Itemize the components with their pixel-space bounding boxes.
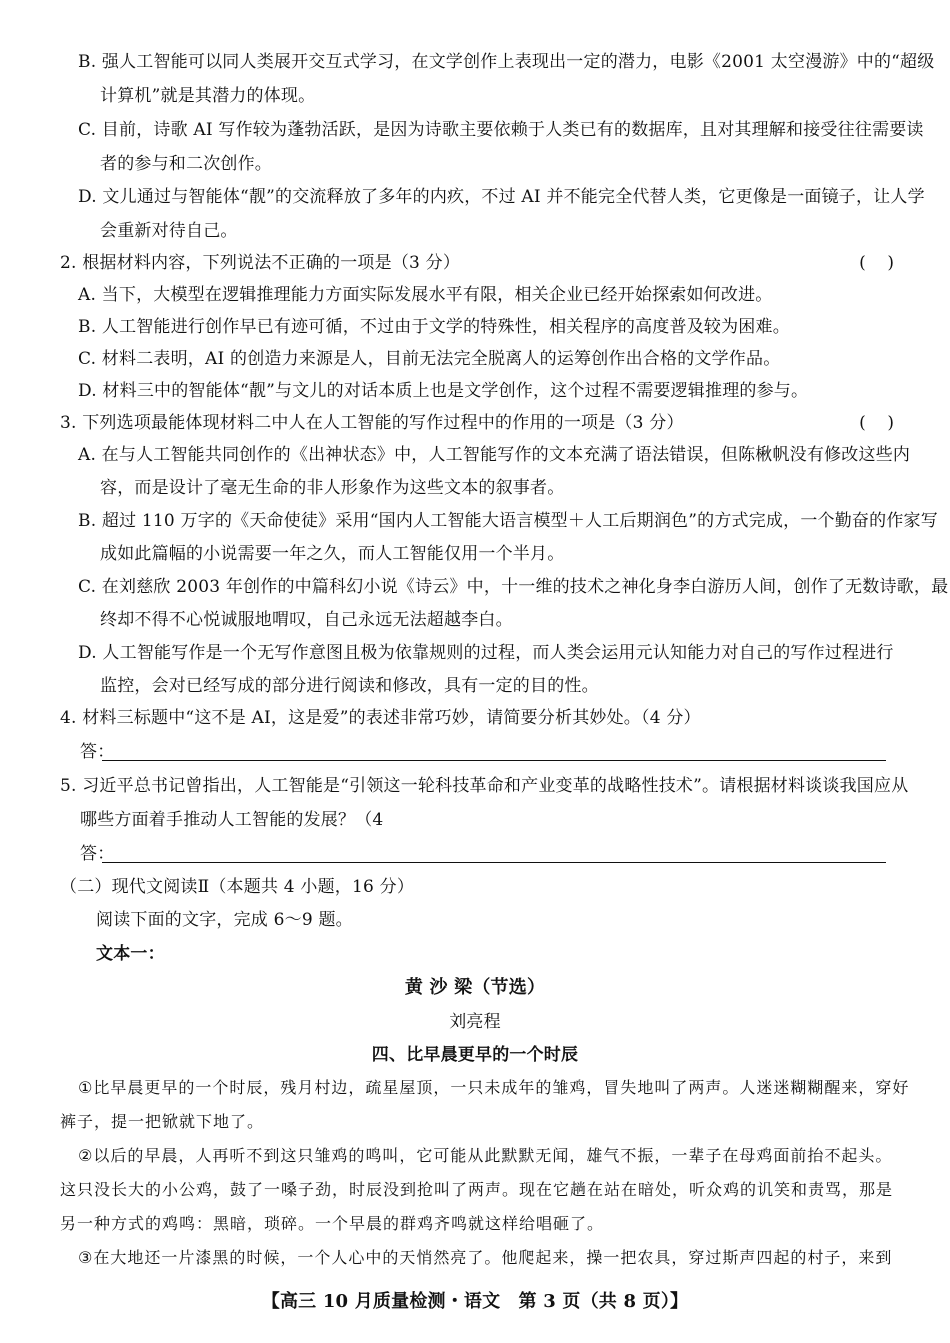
q2-option-d: D. 材料三中的智能体“靓”与文儿的对话本质上也是文学创作，这个过程不需要逻辑推理的参与。: [78, 381, 809, 401]
q2-answer-bracket[interactable]: ( ): [859, 253, 894, 273]
text-one-label: 文本一：: [96, 944, 165, 964]
q2-option-b: B. 人工智能进行创作早已有迹可循，不过由于文学的特殊性，相关程序的高度普及较为困难。: [78, 317, 790, 337]
q3-stem: 3. 下列选项最能体现材料二中人在人工智能的写作过程中的作用的一项是（3 分）: [60, 413, 684, 433]
q1-option-c-line2: 者的参与和二次创作。: [100, 154, 272, 174]
q1-option-b-line2: 计算机”就是其潜力的体现。: [100, 86, 316, 106]
section2-heading: （二）现代文阅读Ⅱ（本题共 4 小题，16 分）: [60, 877, 415, 897]
q5-answer-label: 答：: [80, 844, 115, 864]
q5-answer-line[interactable]: [102, 862, 886, 863]
q2-option-c: C. 材料二表明，AI 的创造力来源是人，目前无法完全脱离人的运筹创作出合格的文学作品。: [78, 349, 781, 369]
passage-p2-line2: 这只没长大的小公鸡，鼓了一嗓子劲，时辰没到抢叫了两声。现在它趟在站在暗处，听众鸡的讥笑和责骂，那是: [60, 1180, 894, 1199]
q3-option-d-line2: 监控，会对已经写成的部分进行阅读和修改，具有一定的目的性。: [100, 676, 599, 696]
passage-p2-line3: 另一种方式的鸡鸣：黑暗，琐碎。一个早晨的群鸡齐鸣就这样给唱砸了。: [60, 1214, 605, 1233]
section2-instruction: 阅读下面的文字，完成 6～9 题。: [96, 910, 353, 930]
q1-option-c-line1: C. 目前，诗歌 AI 写作较为蓬勃活跃，是因为诗歌主要依赖于人类已有的数据库，且对其理解和接受往往需要读: [78, 120, 924, 140]
q3-option-a-line1: A. 在与人工智能共同创作的《出神状态》中，人工智能写作的文本充满了语法错误，但陈楸帆没有修改这些内: [78, 445, 911, 465]
q2-stem: 2. 根据材料内容，下列说法不正确的一项是（3 分）: [60, 253, 461, 273]
q4-answer-label: 答：: [80, 742, 115, 762]
passage-p1-line2: 裤子，提一把锨就下地了。: [60, 1112, 265, 1131]
q1-option-d-line2: 会重新对待自己。: [100, 221, 238, 241]
q1-option-b-line1: B. 强人工智能可以同人类展开交互式学习，在文学创作上表现出一定的潜力，电影《2001 太空漫游》中的“超级: [78, 52, 935, 72]
q3-option-c-line1: C. 在刘慈欣 2003 年创作的中篇科幻小说《诗云》中，十一维的技术之神化身李白游历人间，创作了无数诗歌，最: [78, 577, 949, 597]
passage-p1-line1: ①比早晨更早的一个时辰，残月村边，疏星屋顶，一只未成年的雏鸡，冒失地叫了两声。人迷迷糊糊醒来，穿好: [78, 1078, 910, 1097]
page-footer: 【高三 10 月质量检测・语文 第 3 页（共 8 页）】: [261, 1291, 689, 1312]
q5-stem-line2: 哪些方面着手推动人工智能的发展？（4: [80, 810, 384, 830]
passage-title: 黄 沙 梁（节选）: [404, 977, 546, 998]
q3-answer-bracket[interactable]: ( ): [859, 413, 894, 433]
q3-option-d-line1: D. 人工智能写作是一个无写作意图且极为依靠规则的过程，而人类会运用元认知能力对自己的写作过程进行: [78, 643, 894, 663]
q3-option-c-line2: 终却不得不心悦诚服地喟叹，自己永远无法超越李白。: [100, 610, 513, 630]
passage-author: 刘亮程: [449, 1012, 501, 1032]
q5-stem-line1: 5. 习近平总书记曾指出，人工智能是“引领这一轮科技革命和产业变革的战略性技术”。请根据材料谈谈我国应从: [60, 776, 909, 796]
q2-option-a: A. 当下，大模型在逻辑推理能力方面实际发展水平有限，相关企业已经开始探索如何改进。: [78, 285, 773, 305]
q3-option-a-line2: 容，而是设计了毫无生命的非人形象作为这些文本的叙事者。: [100, 478, 565, 498]
passage-p3-line1: ③在大地还一片漆黑的时候，一个人心中的天悄然亮了。他爬起来，操一把农具，穿过斯声四起的村子，来到: [78, 1248, 893, 1267]
q3-option-b-line2: 成如此篇幅的小说需要一年之久，而人工智能仅用一个半月。: [100, 544, 565, 564]
q4-answer-line[interactable]: [102, 760, 886, 761]
q1-option-d-line1: D. 文儿通过与智能体“靓”的交流释放了多年的内疚，不过 AI 并不能完全代替人类，它更像是一面镜子，让人学: [78, 187, 925, 207]
passage-p2-line1: ②以后的早晨，人再听不到这只雏鸡的鸣叫，它可能从此默默无闻，雄气不振，一辈子在母鸡面前抬不起头。: [78, 1146, 893, 1165]
q4-stem: 4. 材料三标题中“这不是 AI，这是爱”的表述非常巧妙，请简要分析其妙处。（4 分）: [60, 708, 701, 728]
q3-option-b-line1: B. 超过 110 万字的《天命使徒》采用“国内人工智能大语言模型＋人工后期润色”的方式完成，一个勤奋的作家写: [78, 511, 938, 531]
passage-subtitle: 四、比早晨更早的一个时辰: [371, 1045, 579, 1065]
